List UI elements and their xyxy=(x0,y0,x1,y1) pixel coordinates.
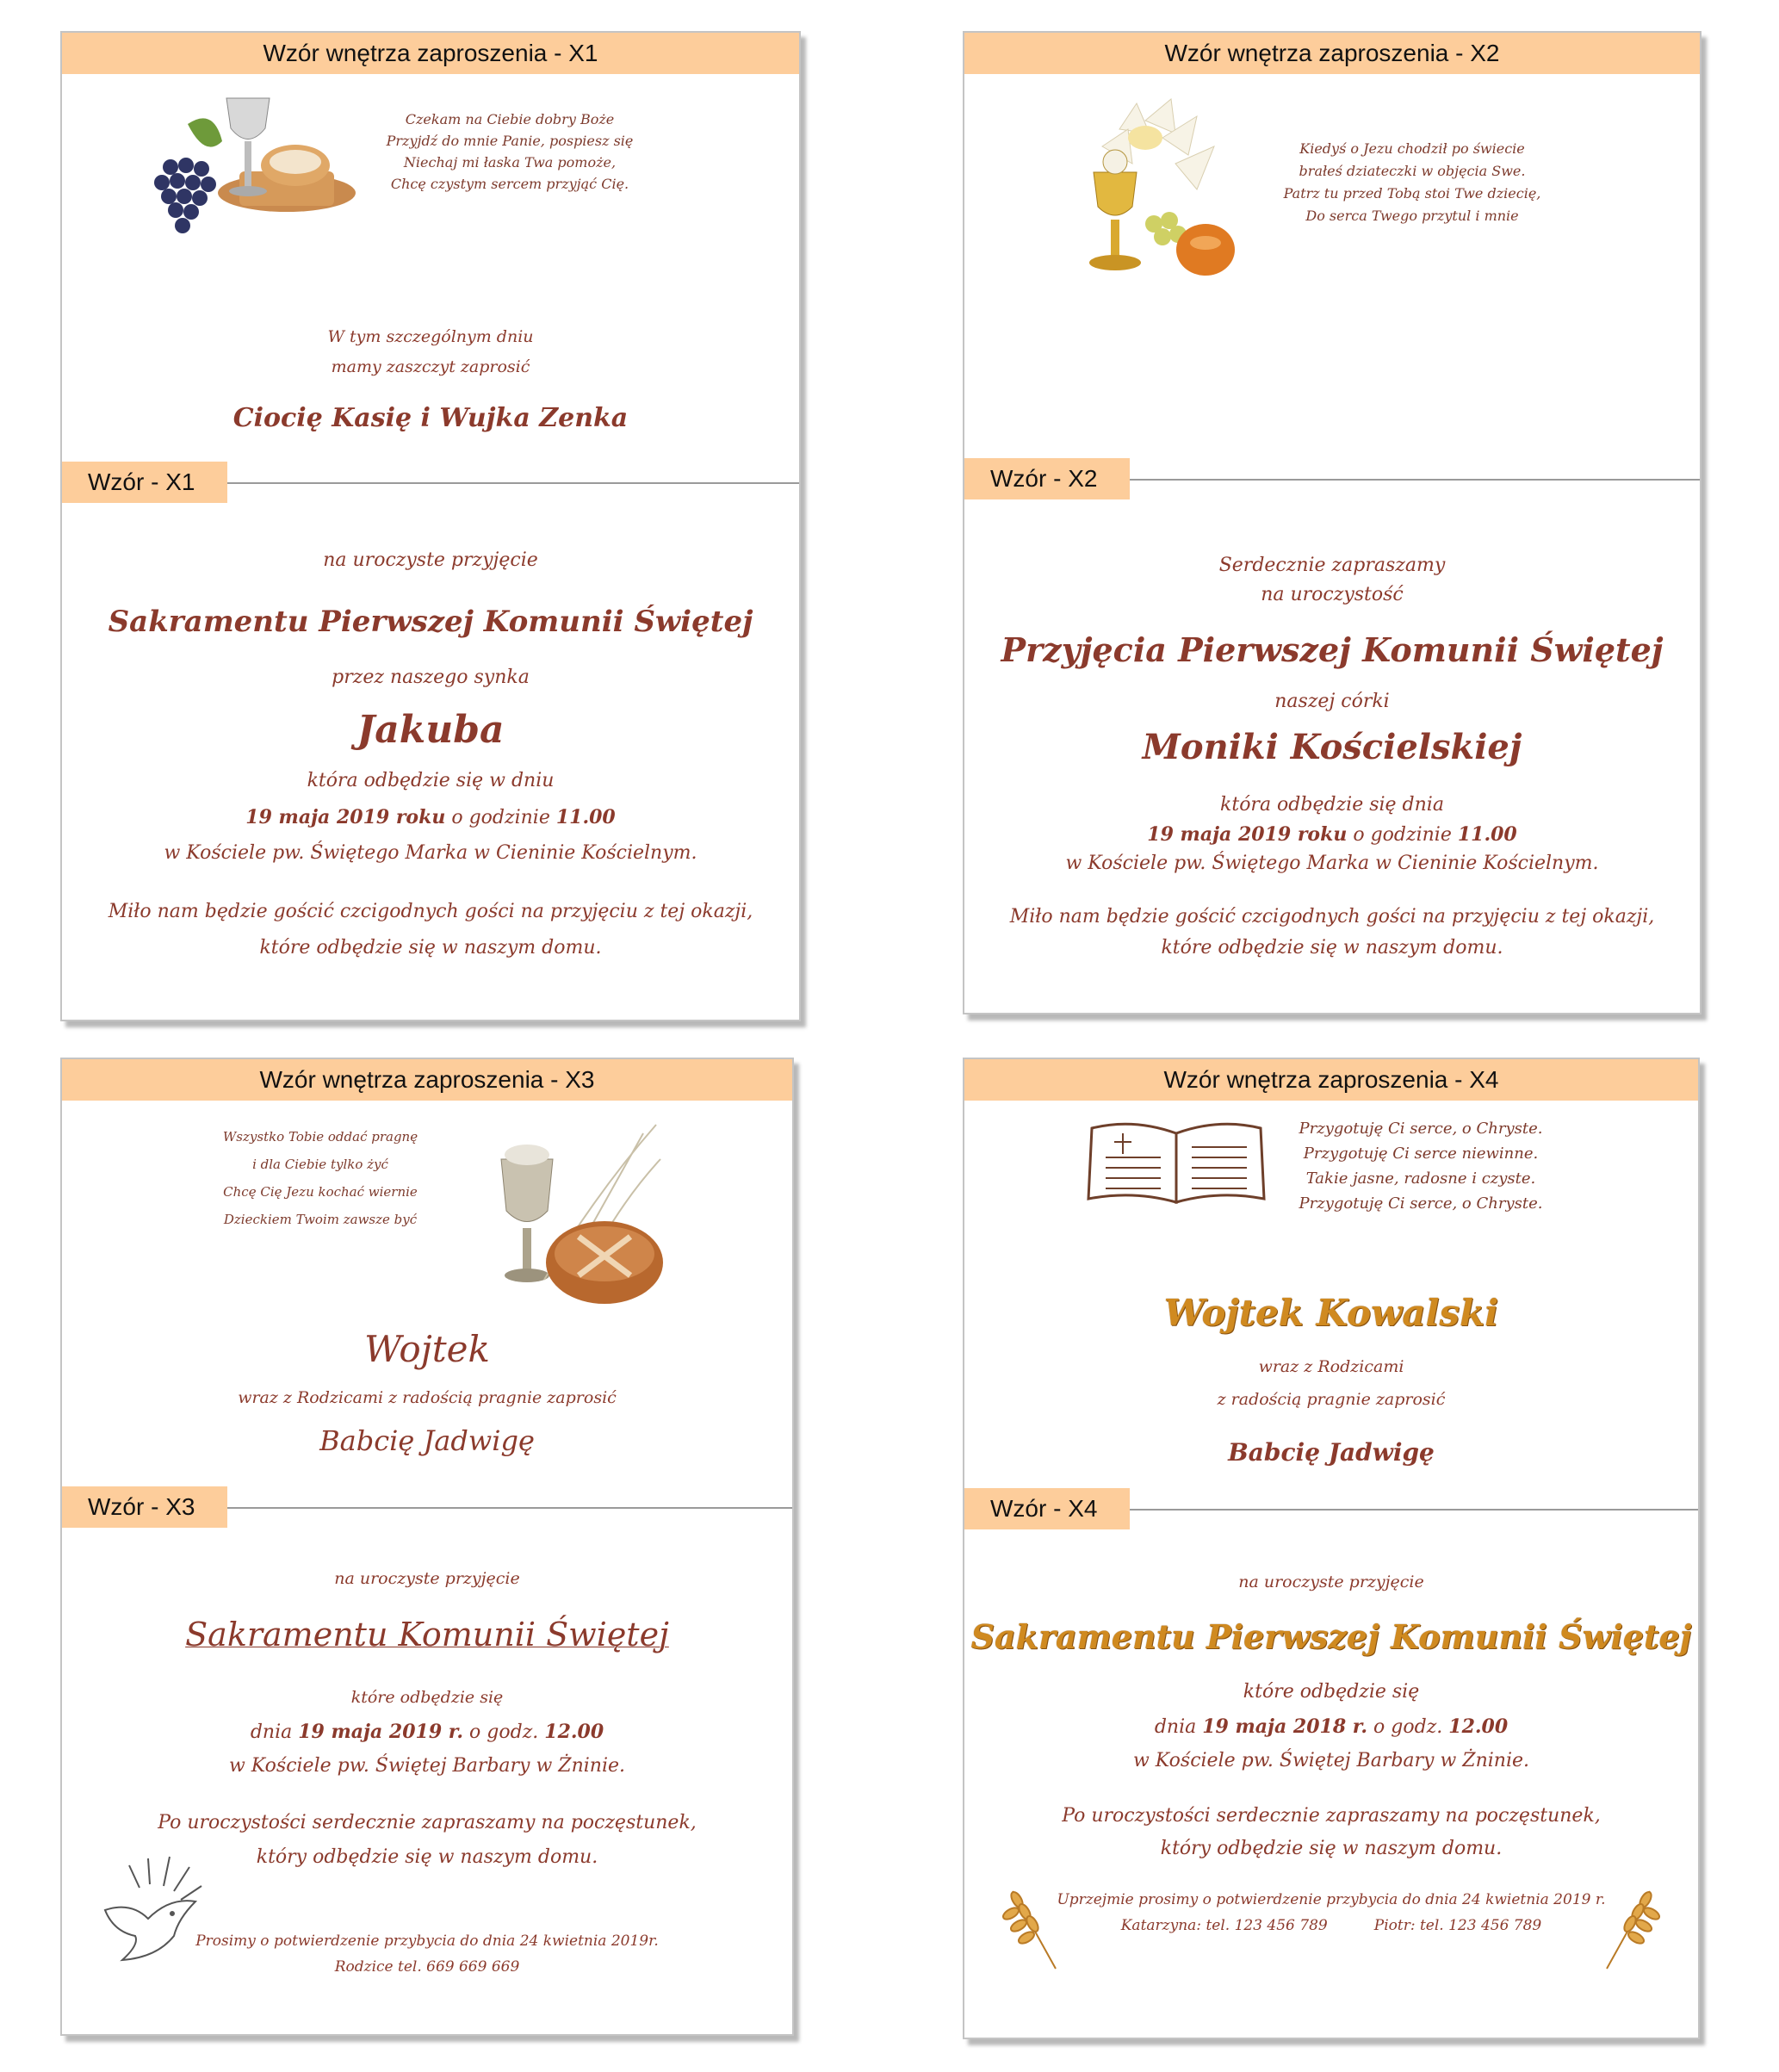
closing-line: które odbędzie się w naszym domu. xyxy=(259,937,602,958)
poem-line: Przygotuję Ci serce, o Chryste. xyxy=(1299,1194,1543,1213)
dove-icon xyxy=(88,1850,217,1970)
sacrament-title: Sakramentu Pierwszej Komunii Świętej xyxy=(108,605,753,639)
poem-line: Chcę czystym sercem przyjąć Cię. xyxy=(390,176,629,192)
date-line: dnia 19 maja 2019 r. o godz. 12.00 xyxy=(250,1721,604,1743)
wzor-tab-x3: Wzór - X3 xyxy=(62,1486,227,1528)
invitation-card-x1 xyxy=(60,31,801,1021)
poem-line: Czekam na Ciebie dobry Boże xyxy=(405,111,615,127)
sacrament-title: Sakramentu Komunii Świętej xyxy=(185,1616,669,1653)
poem-line: Wszystko Tobie oddać pragnę xyxy=(222,1129,418,1145)
poem-line: Dzieckiem Twoim zawsze być xyxy=(223,1212,418,1227)
fold-line xyxy=(1130,1509,1698,1511)
intro-line: W tym szczególnym dniu xyxy=(327,327,534,346)
child-name: Wojtek Kowalski xyxy=(1163,1292,1499,1334)
intro-line: na uroczyste przyjęcie xyxy=(334,1569,520,1588)
when-line: które odbędzie się xyxy=(1243,1681,1420,1703)
poem xyxy=(217,1123,424,1233)
closing-line: które odbędzie się w naszym domu. xyxy=(1161,937,1503,958)
poem-line: i dla Ciebie tylko żyć xyxy=(252,1157,388,1172)
intro-line: z radością pragnie zaprosić xyxy=(1217,1390,1446,1409)
wzor-tab-x1: Wzór - X1 xyxy=(62,462,227,503)
guest-name: Ciocię Kasię i Wujka Zenka xyxy=(232,403,629,433)
date-line: 19 maja 2019 roku o godzinie 11.00 xyxy=(245,806,616,828)
fold-line xyxy=(227,482,799,484)
card-header: Wzór wnętrza zaproszenia - X2 xyxy=(964,33,1700,74)
card-header: Wzór wnętrza zaproszenia - X1 xyxy=(62,33,799,74)
rsvp-line: Katarzyna: tel. 123 456 789 Piotr: tel. 123 456 789 xyxy=(1120,1917,1542,1934)
poem-line: Przyjdź do mnie Panie, pospiesz się xyxy=(386,133,634,149)
rsvp-line: Rodzice tel. 669 669 669 xyxy=(334,1958,520,1976)
intro-line: Serdecznie zapraszamy xyxy=(1218,555,1446,576)
closing-line: Miło nam będzie gościć czcigodnych gości na przyjęciu z tej okazji, xyxy=(108,901,753,922)
invitation-card-x2 xyxy=(963,31,1702,1014)
poem xyxy=(1266,138,1559,227)
intro-line: na uroczyste przyjęcie xyxy=(323,549,538,571)
invitation-card-x3 xyxy=(60,1058,794,2036)
poem xyxy=(381,109,639,195)
poem xyxy=(1292,1116,1550,1216)
closing-line: Po uroczystości serdecznie zapraszamy na poczęstunek, xyxy=(158,1812,697,1833)
chalice-bread-wheat-image xyxy=(493,1107,665,1314)
poem-line: Do serca Twego przytul i mnie xyxy=(1305,208,1519,224)
chalice-flowers-image xyxy=(1068,95,1240,293)
wzor-tab-x2: Wzór - X2 xyxy=(964,458,1130,499)
place-line: w Kościele pw. Świętej Barbary w Żninie. xyxy=(1132,1750,1530,1771)
child-name: Wojtek xyxy=(364,1328,490,1370)
intro-line: mamy zaszczyt zaprosić xyxy=(331,357,530,376)
when-line: które odbędzie się xyxy=(350,1688,504,1707)
when-line: która odbędzie się w dniu xyxy=(307,770,555,791)
poem-line: Kiedyś o Jezu chodził po świecie xyxy=(1299,140,1525,157)
chalice-grapes-bread-image xyxy=(136,90,369,245)
intro-line: na uroczyste przyjęcie xyxy=(1238,1573,1424,1591)
poem-line: Przygotuję Ci serce, o Chryste. xyxy=(1299,1120,1543,1138)
closing-line: który odbędzie się w naszym domu. xyxy=(256,1846,598,1868)
poem-line: Niechaj mi łaska Twa pomoże, xyxy=(403,154,617,171)
card-header: Wzór wnętrza zaproszenia - X3 xyxy=(62,1059,792,1101)
open-book-icon xyxy=(1082,1116,1271,1211)
place-line: w Kościele pw. Świętego Marka w Cieninie Kościelnym. xyxy=(1065,853,1599,874)
intro-line: na uroczystość xyxy=(1261,584,1404,605)
sacrament-title: Sakramentu Pierwszej Komunii Świętej xyxy=(970,1617,1692,1656)
closing-line: Po uroczystości serdecznie zapraszamy na poczęstunek, xyxy=(1062,1805,1601,1827)
closing-line: który odbędzie się w naszym domu. xyxy=(1160,1838,1503,1859)
intro-line: wraz z Rodzicami xyxy=(1258,1357,1404,1376)
closing-line: Miło nam będzie gościć czcigodnych gości na przyjęciu z tej okazji, xyxy=(1009,906,1655,927)
child-name: Jakuba xyxy=(356,708,505,752)
date-line: dnia 19 maja 2018 r. o godz. 12.00 xyxy=(1154,1715,1509,1738)
intro-line: przez naszego synka xyxy=(332,667,530,688)
guest-name: Babcię Jadwigę xyxy=(1228,1438,1435,1467)
fold-line xyxy=(1130,479,1700,481)
poem-line: Patrz tu przed Tobą stoi Twe dziecię, xyxy=(1283,185,1541,202)
card-header: Wzór wnętrza zaproszenia - X4 xyxy=(964,1059,1698,1101)
rsvp-line: Prosimy o potwierdzenie przybycia do dnia 24 kwietnia 2019r. xyxy=(195,1932,659,1950)
poem-line: Takie jasne, radosne i czyste. xyxy=(1305,1169,1536,1188)
poem-line: Chcę Cię Jezu kochać wiernie xyxy=(223,1184,418,1200)
intro-line: wraz z Rodzicami z radością pragnie zaprosić xyxy=(238,1388,617,1407)
child-name: Moniki Kościelskiej xyxy=(1142,727,1522,767)
place-line: w Kościele pw. Świętej Barbary w Żninie. xyxy=(228,1755,626,1777)
guest-name: Babcię Jadwigę xyxy=(319,1424,535,1457)
place-line: w Kościele pw. Świętego Marka w Cieninie Kościelnym. xyxy=(164,842,697,864)
wzor-tab-x4: Wzór - X4 xyxy=(964,1488,1130,1529)
poem-line: brałeś dziateczki w objęcia Swe. xyxy=(1299,163,1526,179)
date-line: 19 maja 2019 roku o godzinie 11.00 xyxy=(1147,823,1517,846)
rsvp-line: Uprzejmie prosimy o potwierdzenie przybycia do dnia 24 kwietnia 2019 r. xyxy=(1057,1891,1606,1908)
intro-line: naszej córki xyxy=(1274,691,1390,712)
poem-line: Przygotuję Ci serce niewinne. xyxy=(1303,1145,1539,1163)
sacrament-title: Przyjęcia Pierwszej Komunii Świętej xyxy=(1001,630,1664,669)
fold-line xyxy=(227,1507,792,1509)
invitation-card-x4 xyxy=(963,1058,1700,2039)
when-line: która odbędzie się dnia xyxy=(1220,794,1444,816)
